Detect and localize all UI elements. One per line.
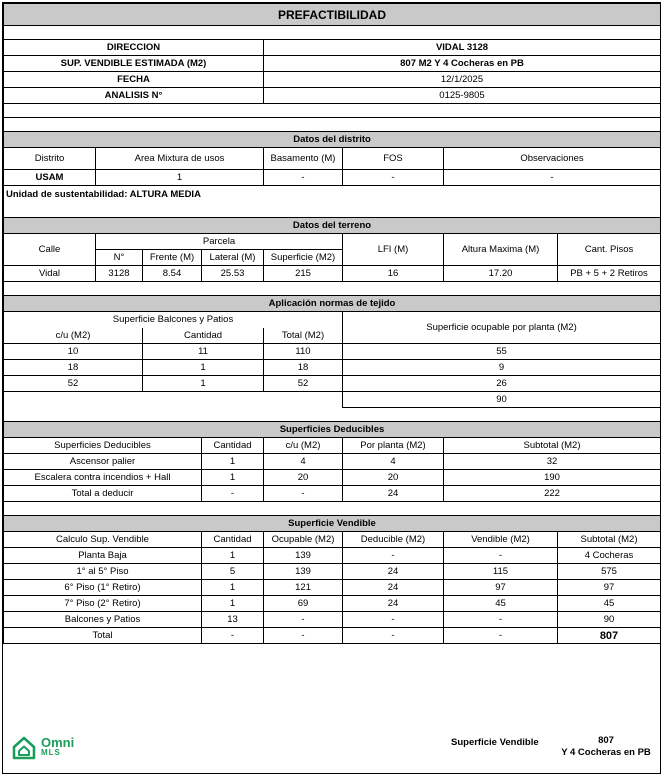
section-title-terreno: Datos del terreno — [4, 218, 661, 234]
col-header: Subtotal (M2) — [444, 438, 661, 454]
info-row-sup-vendible — [4, 56, 661, 72]
section-title-deducibles: Superficies Deducibles — [4, 422, 661, 438]
logo-text-mls: MLS — [41, 748, 61, 757]
cell: 110 — [264, 344, 343, 360]
terreno-header-row — [4, 234, 661, 250]
col-header: Cantidad — [143, 328, 264, 344]
deducibles-row — [4, 454, 661, 470]
col-header: Superficie ocupable por planta (M2) — [343, 312, 661, 344]
cell: 6° Piso (1° Retiro) — [4, 580, 202, 596]
cell: - — [343, 170, 444, 186]
spacer — [4, 104, 661, 118]
col-header: Parcela — [96, 234, 343, 250]
vendible-total-row — [4, 628, 661, 644]
col-header: Cantidad — [202, 532, 264, 548]
deducibles-total-row — [4, 486, 661, 502]
cell: 9 — [343, 360, 661, 376]
col-header: Cantidad — [202, 438, 264, 454]
info-value: VIDAL 3128 — [264, 40, 661, 56]
cell: 215 — [264, 266, 343, 282]
cell: - — [202, 628, 264, 644]
cell: 3128 — [96, 266, 143, 282]
report-table — [3, 3, 661, 644]
info-label: SUP. VENDIBLE ESTIMADA (M2) — [4, 56, 264, 72]
tejido-header-row — [4, 312, 661, 328]
info-label: ANALISIS N° — [4, 88, 264, 104]
spacer — [4, 204, 661, 218]
cell: Escalera contra incendios + Hall — [4, 470, 202, 486]
vendible-row — [4, 548, 661, 564]
spacer — [4, 408, 661, 422]
cell: 18 — [4, 360, 143, 376]
col-header: LFI (M) — [343, 234, 444, 266]
cell: - — [444, 170, 661, 186]
col-header: Observaciones — [444, 148, 661, 170]
cell: 45 — [444, 596, 558, 612]
spacer — [4, 26, 661, 40]
tejido-row — [4, 360, 661, 376]
col-header: Ocupable (M2) — [264, 532, 343, 548]
cell: Total a deducir — [4, 486, 202, 502]
distrito-data-row — [4, 170, 661, 186]
spacer — [4, 282, 661, 296]
cell: - — [264, 486, 343, 502]
cell: Ascensor palier — [4, 454, 202, 470]
spacer — [4, 502, 661, 516]
col-header: Por planta (M2) — [343, 438, 444, 454]
cell: 11 — [143, 344, 264, 360]
info-value: 12/1/2025 — [264, 72, 661, 88]
cell: 222 — [444, 486, 661, 502]
cell: 121 — [264, 580, 343, 596]
vendible-row — [4, 612, 661, 628]
col-header: Distrito — [4, 148, 96, 170]
sup-vendible-cocheras: Y 4 Cocheras en PB — [561, 747, 651, 758]
omni-mls-logo — [11, 735, 74, 761]
cell: 24 — [343, 580, 444, 596]
cell: 10 — [4, 344, 143, 360]
col-header: Superficies Deducibles — [4, 438, 202, 454]
col-header: FOS — [343, 148, 444, 170]
section-title-distrito: Datos del distrito — [4, 132, 661, 148]
cell: 807 — [558, 628, 661, 644]
cell: 139 — [264, 564, 343, 580]
col-header: N° — [96, 250, 143, 266]
cell: 4 — [264, 454, 343, 470]
cell: 16 — [343, 266, 444, 282]
vendible-header-row — [4, 532, 661, 548]
logo-text-omni: Omni — [41, 735, 75, 750]
footer — [3, 731, 660, 771]
cell: 5 — [202, 564, 264, 580]
cell: 1 — [202, 454, 264, 470]
col-header: Lateral (M) — [202, 250, 264, 266]
cell: 575 — [558, 564, 661, 580]
tejido-row — [4, 344, 661, 360]
empty-cell — [4, 392, 343, 408]
cell: 4 Cocheras — [558, 548, 661, 564]
tejido-row — [4, 376, 661, 392]
info-value: 807 M2 Y 4 Cocheras en PB — [264, 56, 661, 72]
cell: 17.20 — [444, 266, 558, 282]
cell: - — [264, 170, 343, 186]
vendible-row — [4, 580, 661, 596]
col-header: c/u (M2) — [264, 438, 343, 454]
cell: - — [264, 628, 343, 644]
cell: 20 — [343, 470, 444, 486]
col-header: Deducible (M2) — [343, 532, 444, 548]
col-header: Calle — [4, 234, 96, 266]
vendible-row — [4, 564, 661, 580]
col-header: c/u (M2) — [4, 328, 143, 344]
cell: 1 — [143, 360, 264, 376]
deducibles-header-row — [4, 438, 661, 454]
cell: 24 — [343, 564, 444, 580]
cell: 139 — [264, 548, 343, 564]
section-title-tejido: Aplicación normas de tejido — [4, 296, 661, 312]
cell: - — [444, 548, 558, 564]
section-title-vendible: Superficie Vendible — [4, 516, 661, 532]
cell: 4 — [343, 454, 444, 470]
cell: 20 — [264, 470, 343, 486]
cell: - — [343, 548, 444, 564]
cell: 8.54 — [143, 266, 202, 282]
cell: 52 — [264, 376, 343, 392]
cell: 190 — [444, 470, 661, 486]
cell: 24 — [343, 486, 444, 502]
sup-vendible-m2: 807 — [598, 735, 614, 746]
col-header: Area Mixtura de usos — [96, 148, 264, 170]
cell: PB + 5 + 2 Retiros — [558, 266, 661, 282]
cell: 1 — [96, 170, 264, 186]
distrito-header-row — [4, 148, 661, 170]
cell: 115 — [444, 564, 558, 580]
col-header: Superficie (M2) — [264, 250, 343, 266]
deducibles-row — [4, 470, 661, 486]
terreno-data-row — [4, 266, 661, 282]
vendible-row — [4, 596, 661, 612]
col-header: Vendible (M2) — [444, 532, 558, 548]
cell: - — [343, 628, 444, 644]
cell: 1 — [143, 376, 264, 392]
cell: 90 — [558, 612, 661, 628]
cell: 25.53 — [202, 266, 264, 282]
col-header: Altura Maxima (M) — [444, 234, 558, 266]
info-row-direccion — [4, 40, 661, 56]
cell: Total — [4, 628, 202, 644]
tejido-total-row — [4, 392, 661, 408]
cell: Vidal — [4, 266, 96, 282]
col-header: Basamento (M) — [264, 148, 343, 170]
cell: 13 — [202, 612, 264, 628]
col-header: Subtotal (M2) — [558, 532, 661, 548]
cell: 18 — [264, 360, 343, 376]
cell: 69 — [264, 596, 343, 612]
distrito-note: Unidad de sustentabilidad: ALTURA MEDIA — [4, 186, 661, 204]
cell: Balcones y Patios — [4, 612, 202, 628]
spacer — [4, 118, 661, 132]
cell: USAM — [4, 170, 96, 186]
cell: 1 — [202, 470, 264, 486]
page-title: PREFACTIBILIDAD — [4, 4, 661, 26]
info-value: 0125-9805 — [264, 88, 661, 104]
cell: - — [343, 612, 444, 628]
cell: - — [264, 612, 343, 628]
house-icon — [11, 735, 37, 761]
info-row-fecha — [4, 72, 661, 88]
cell: 55 — [343, 344, 661, 360]
cell: - — [444, 612, 558, 628]
sup-vendible-value — [556, 735, 656, 759]
cell: 7° Piso (2° Retiro) — [4, 596, 202, 612]
info-label: DIRECCION — [4, 40, 264, 56]
cell: 1 — [202, 548, 264, 564]
col-header: Frente (M) — [143, 250, 202, 266]
cell: 24 — [343, 596, 444, 612]
cell: 45 — [558, 596, 661, 612]
cell: 1° al 5° Piso — [4, 564, 202, 580]
cell: 26 — [343, 376, 661, 392]
cell: 32 — [444, 454, 661, 470]
prefactibilidad-sheet — [2, 2, 661, 774]
cell: 1 — [202, 596, 264, 612]
cell: 52 — [4, 376, 143, 392]
cell: - — [202, 486, 264, 502]
sup-vendible-label: Superficie Vendible — [451, 737, 539, 748]
cell: 1 — [202, 580, 264, 596]
cell: 97 — [444, 580, 558, 596]
col-header: Superficie Balcones y Patios — [4, 312, 343, 328]
cell: - — [444, 628, 558, 644]
cell: Planta Baja — [4, 548, 202, 564]
info-label: FECHA — [4, 72, 264, 88]
col-header: Calculo Sup. Vendible — [4, 532, 202, 548]
info-row-analisis — [4, 88, 661, 104]
col-header: Total (M2) — [264, 328, 343, 344]
col-header: Cant. Pisos — [558, 234, 661, 266]
cell: 97 — [558, 580, 661, 596]
tejido-total: 90 — [343, 392, 661, 408]
